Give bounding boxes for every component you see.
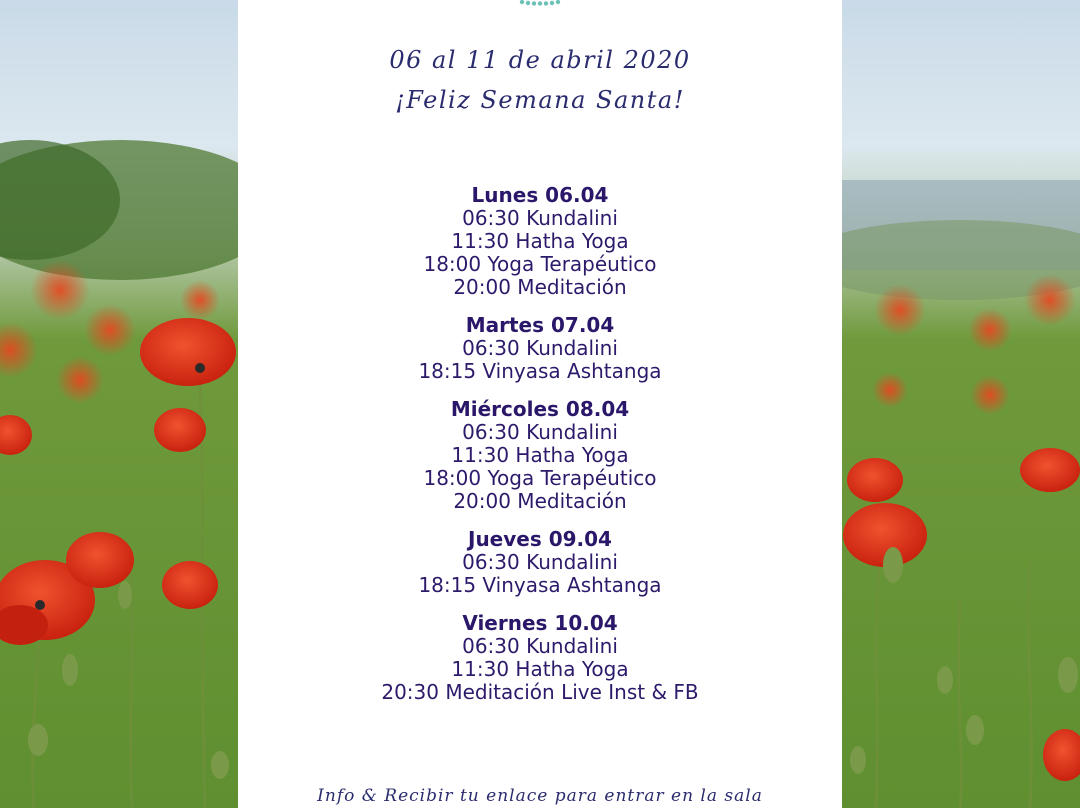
date-range-heading: 06 al 11 de abril 2020 [389,46,691,74]
class-item: 11:30 Hatha Yoga [451,657,629,681]
class-item: 11:30 Hatha Yoga [451,229,629,253]
class-item: 20:30 Meditación Live Inst & FB [381,680,699,704]
class-item: 11:30 Hatha Yoga [451,443,629,467]
class-item: 06:30 Kundalini [462,420,618,444]
day-block-martes [238,313,842,383]
day-title: Martes 07.04 [465,313,615,337]
class-item: 06:30 Kundalini [462,634,618,658]
class-item: 20:00 Meditación [453,275,627,299]
day-block-jueves [238,527,842,597]
day-block-viernes [238,611,842,704]
class-item: 06:30 Kundalini [462,336,618,360]
day-title: Lunes 06.04 [471,183,609,207]
greeting-text: ¡Feliz Semana Santa! [395,86,685,114]
class-item: 06:30 Kundalini [462,206,618,230]
day-title: Miércoles 08.04 [450,397,630,421]
class-item: 18:00 Yoga Terapéutico [423,252,657,276]
class-item: 18:15 Vinyasa Ashtanga [418,359,662,383]
class-item: 20:00 Meditación [453,489,627,513]
day-title: Viernes 10.04 [462,611,618,635]
weekly-schedule [238,183,842,718]
day-title: Jueves 09.04 [468,527,612,551]
day-block-lunes [238,183,842,299]
class-item: 18:00 Yoga Terapéutico [423,466,657,490]
day-block-miercoles [238,397,842,513]
logo-icon [518,0,562,6]
class-item: 06:30 Kundalini [462,550,618,574]
class-item: 18:15 Vinyasa Ashtanga [418,573,662,597]
footer-info-text: Info & Recibir tu enlace para entrar en la sala [317,786,763,806]
